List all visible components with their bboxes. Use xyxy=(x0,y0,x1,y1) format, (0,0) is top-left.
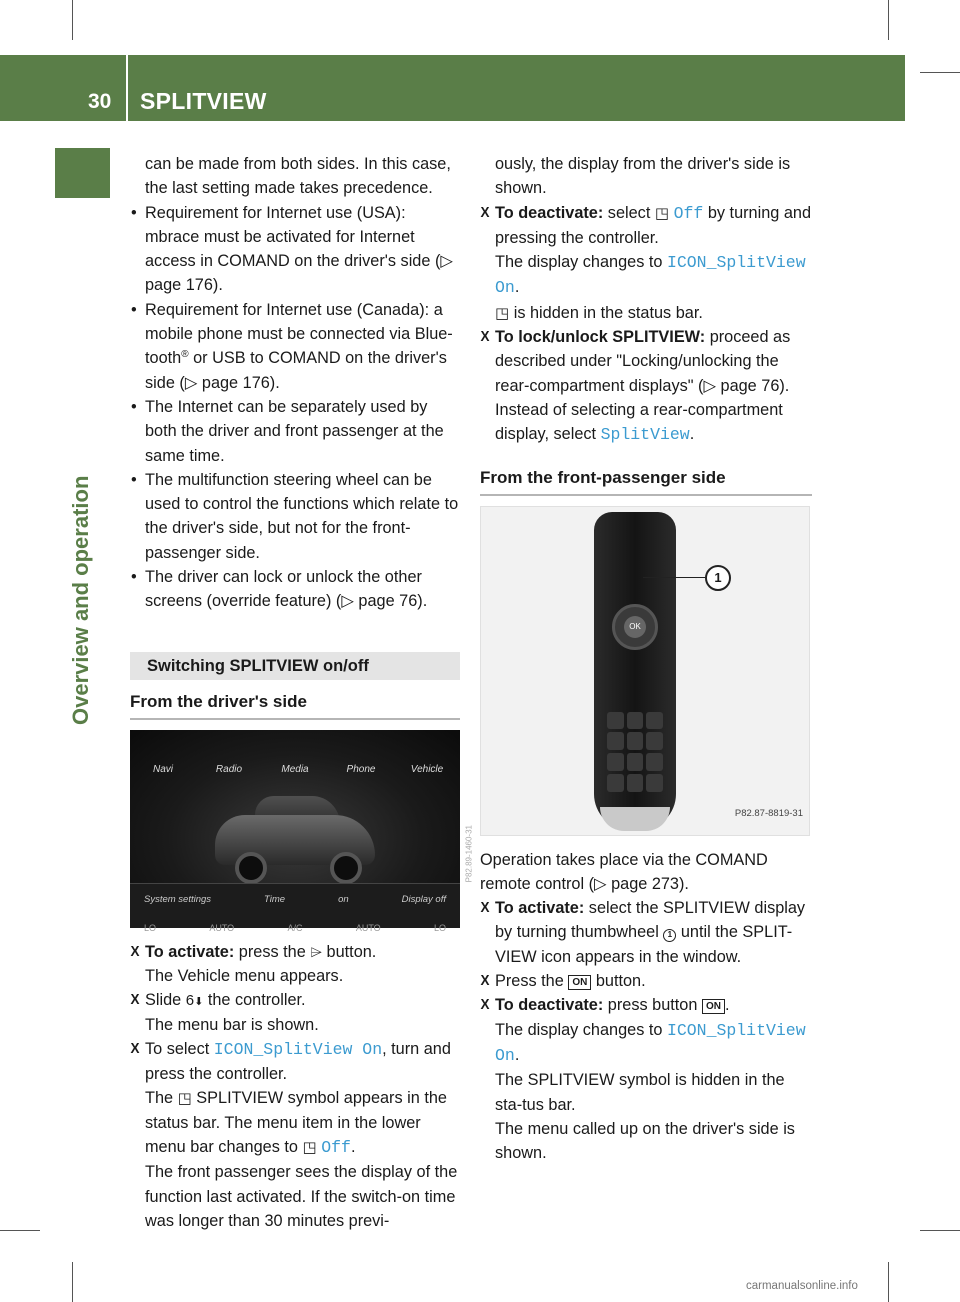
list-item: • Requirement for Internet use (USA): mbrace must be activated for Internet access in COMAND on the driver's side (▷ page 176). xyxy=(130,201,460,298)
footer-url[interactable]: carmanualsonline.info xyxy=(746,1280,858,1292)
remote-control-tip xyxy=(600,807,670,831)
menu-item: Phone xyxy=(346,763,376,775)
figure-code: P82.87-8819-31 xyxy=(734,808,803,820)
paragraph: The menu called up on the driver's side is shown. xyxy=(495,1119,795,1163)
paragraph: ously, the display from the driver's side is shown. xyxy=(495,155,791,198)
reference-arrow-icon: ▷ xyxy=(440,252,453,271)
header-divider xyxy=(126,55,128,121)
right-column xyxy=(480,152,812,1165)
bottom-item: Display off xyxy=(401,893,446,905)
bottom-item: System settings xyxy=(144,893,212,905)
on-button-icon: ON xyxy=(568,975,591,990)
paragraph: Instead of selecting a rear-compartment display, select SplitView. xyxy=(495,400,783,445)
crop-mark xyxy=(888,0,889,40)
subsection-heading: Switching SPLITVIEW on/off xyxy=(130,652,460,680)
crop-mark xyxy=(920,72,960,73)
left-column xyxy=(130,152,473,1233)
instruction-step: X To activate: select the SPLITVIEW display by turning thumbwheel 1 until the SPLIT-VIEW icon appears in the window. xyxy=(480,896,812,969)
reference-arrow-icon: ▷ xyxy=(594,874,607,893)
reference-arrow-icon: ▷ xyxy=(184,373,198,392)
paragraph: The display changes to ICON_SplitView On. xyxy=(495,1020,806,1065)
subheading-passenger: From the front-passenger side xyxy=(480,466,812,496)
paragraph: can be made from both sides. In this case, the last setting made takes precedence. xyxy=(145,155,451,198)
header-band xyxy=(0,55,905,121)
paragraph: The front passenger sees the display of the function last activated. If the switch-on time was longer than 30 minutes previ- xyxy=(145,1163,458,1230)
list-item: • The multifunction steering wheel can be used to control the functions which relate to the driver's side, but not for the front-passenger side. xyxy=(130,468,460,565)
splitview-icon: ◳ xyxy=(177,1090,192,1108)
remote-keypad xyxy=(607,712,663,792)
crop-mark xyxy=(72,1262,73,1302)
paragraph: The menu bar is shown. xyxy=(145,1015,319,1034)
list-item: • The driver can lock or unlock the other screens (override feature) (▷ page 76). xyxy=(130,565,460,614)
vehicle-icon: ⌲ xyxy=(310,943,323,961)
crop-mark xyxy=(0,1230,40,1231)
on-button-icon: ON xyxy=(702,999,725,1014)
instruction-step: X To lock/unlock SPLITVIEW: proceed as described under "Locking/unlocking the rear-compartment displays" (▷ page 76). xyxy=(480,325,812,398)
paragraph: ◳ is hidden in the status bar. xyxy=(495,303,703,322)
section-title: SPLITVIEW xyxy=(140,88,267,114)
paragraph: The Vehicle menu appears. xyxy=(145,966,344,985)
instruction-step: X To select ICON_SplitView On, turn and press the controller. xyxy=(130,1037,460,1087)
paragraph: Operation takes place via the COMAND remote control (▷ page 273). xyxy=(480,850,768,893)
instruction-step: X To deactivate: select ◳ Off by turning and pressing the controller. xyxy=(480,201,812,251)
climate-item: AUTO xyxy=(355,922,381,933)
climate-item: AUTO xyxy=(209,922,235,933)
subheading-driver: From the driver's side xyxy=(130,690,460,720)
side-label: Overview and operation xyxy=(68,475,93,725)
figure-code: P82.89-1460-31 xyxy=(464,824,473,883)
reference-arrow-icon: ▷ xyxy=(703,376,716,395)
reference-arrow-icon: ▷ xyxy=(341,592,354,611)
remote-ok-button: OK xyxy=(624,616,646,638)
thumbwheel-callout-icon: 1 xyxy=(663,929,676,942)
splitview-icon: ◳ xyxy=(654,204,670,222)
paragraph: The SPLITVIEW symbol is hidden in the sta-tus bar. xyxy=(495,1071,785,1114)
instruction-step: X Slide 6⬇ the controller. xyxy=(130,988,460,1012)
controller-slide-icon: 6⬇ xyxy=(185,992,204,1010)
climate-item: LO xyxy=(144,922,157,933)
callout-line xyxy=(643,577,705,578)
display-bottom-bar xyxy=(130,883,460,933)
paragraph: The ◳ SPLITVIEW symbol appears in the status bar. The menu item in the lower menu bar changes to ◳ Off. xyxy=(145,1089,447,1158)
display-menu-bar xyxy=(130,760,460,780)
instruction-step: X To deactivate: press button ON . xyxy=(480,993,812,1017)
menu-item: Vehicle xyxy=(410,763,444,775)
climate-item: LO xyxy=(433,922,446,933)
crop-mark xyxy=(888,1262,889,1302)
instruction-step: X To activate: press the ⌲ button. xyxy=(130,940,460,964)
splitview-icon: ◳ xyxy=(495,304,510,322)
menu-item: Media xyxy=(281,763,309,775)
splitview-icon: ◳ xyxy=(302,1139,317,1157)
side-tab xyxy=(55,148,110,198)
callout-marker: 1 xyxy=(705,565,731,591)
menu-item: Navi xyxy=(152,763,173,775)
page-number: 30 xyxy=(88,90,112,113)
bottom-item: on xyxy=(338,893,349,905)
crop-mark xyxy=(920,1230,960,1231)
paragraph: The display changes to ICON_SplitView On. xyxy=(495,253,806,298)
car-wheel xyxy=(330,852,362,884)
comand-display-figure xyxy=(130,730,473,933)
crop-mark xyxy=(72,0,73,40)
bottom-item: Time xyxy=(264,893,286,905)
climate-item: A/C xyxy=(287,922,303,933)
list-item: • The Internet can be separately used by both the driver and front passenger at the same time. xyxy=(130,395,460,468)
car-wheel xyxy=(235,852,267,884)
instruction-step: X Press the ON button. xyxy=(480,969,812,993)
remote-control-figure xyxy=(480,506,810,836)
list-item: • Requirement for Internet use (Canada): a mobile phone must be connected via Blue-tooth® or USB to COMAND on the driver's side (▷ page 176). xyxy=(130,298,460,395)
menu-item: Radio xyxy=(215,763,243,775)
